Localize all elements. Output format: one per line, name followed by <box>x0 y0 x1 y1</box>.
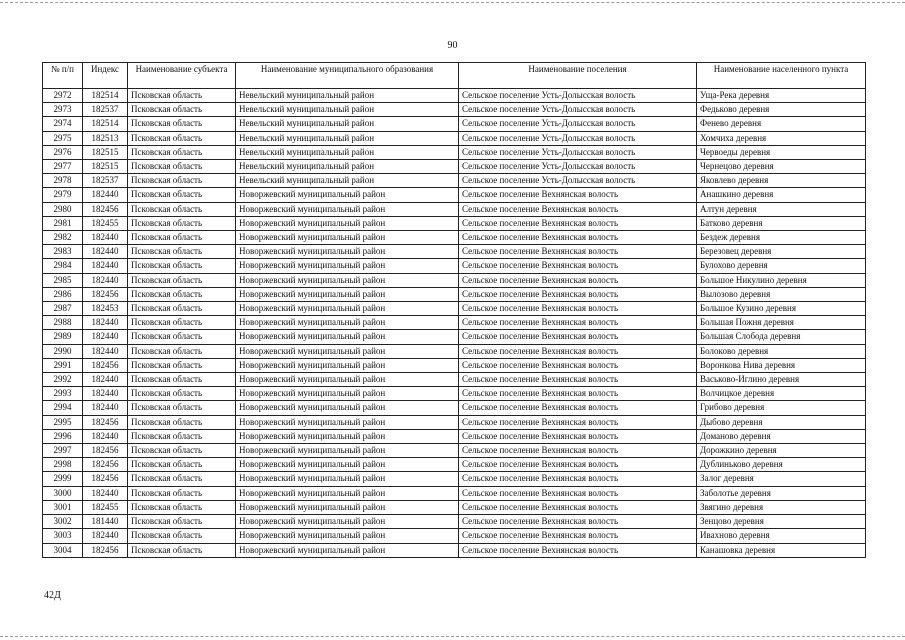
header-number: № п/п <box>43 63 83 89</box>
cell-locality: Чернецово деревня <box>697 160 866 174</box>
table-row <box>43 216 866 230</box>
cell-municipality: Новоржевский муниципальный район <box>236 358 459 372</box>
cell-index: 182440 <box>83 188 128 202</box>
cell-locality: Анашкино деревня <box>697 188 866 202</box>
cell-locality: Большая Пожня деревня <box>697 316 866 330</box>
cell-settlement: Сельское поселение Вехнянская волость <box>459 387 697 401</box>
cell-municipality: Новоржевский муниципальный район <box>236 316 459 330</box>
cell-subject: Псковская область <box>128 515 236 529</box>
table-row <box>43 103 866 117</box>
cell-index: 182440 <box>83 259 128 273</box>
cell-number: 2972 <box>43 89 83 103</box>
cell-settlement: Сельское поселение Вехнянская волость <box>459 415 697 429</box>
cell-number: 2976 <box>43 145 83 159</box>
cell-municipality: Новоржевский муниципальный район <box>236 486 459 500</box>
cell-locality: Зенцово деревня <box>697 515 866 529</box>
cell-settlement: Сельское поселение Усть-Долысская волость <box>459 117 697 131</box>
cell-number: 2982 <box>43 231 83 245</box>
cell-locality: Дорожкино деревня <box>697 444 866 458</box>
cell-settlement: Сельское поселение Вехнянская волость <box>459 472 697 486</box>
cell-index: 182515 <box>83 160 128 174</box>
cell-locality: Федьково деревня <box>697 103 866 117</box>
table-row <box>43 387 866 401</box>
cell-settlement: Сельское поселение Вехнянская волость <box>459 429 697 443</box>
cell-index: 182456 <box>83 287 128 301</box>
cell-settlement: Сельское поселение Усть-Долысская волость <box>459 89 697 103</box>
cell-settlement: Сельское поселение Вехнянская волость <box>459 216 697 230</box>
cell-municipality: Новоржевский муниципальный район <box>236 259 459 273</box>
cell-municipality: Невельский муниципальный район <box>236 103 459 117</box>
cell-index: 182440 <box>83 330 128 344</box>
cell-number: 2975 <box>43 131 83 145</box>
table-row <box>43 500 866 514</box>
cell-subject: Псковская область <box>128 486 236 500</box>
cell-number: 2988 <box>43 316 83 330</box>
cell-locality: Дублиньково деревня <box>697 458 866 472</box>
table-row <box>43 458 866 472</box>
cell-subject: Псковская область <box>128 131 236 145</box>
table-row <box>43 330 866 344</box>
cell-index: 182440 <box>83 486 128 500</box>
cell-number: 2985 <box>43 273 83 287</box>
cell-municipality: Новоржевский муниципальный район <box>236 231 459 245</box>
cell-subject: Псковская область <box>128 145 236 159</box>
cell-index: 182440 <box>83 231 128 245</box>
cell-index: 182513 <box>83 131 128 145</box>
cell-municipality: Невельский муниципальный район <box>236 131 459 145</box>
table-row <box>43 543 866 557</box>
cell-settlement: Сельское поселение Усть-Долысская волость <box>459 145 697 159</box>
cell-number: 3003 <box>43 529 83 543</box>
cell-municipality: Новоржевский муниципальный район <box>236 387 459 401</box>
table-row <box>43 273 866 287</box>
cell-subject: Псковская область <box>128 401 236 415</box>
cell-settlement: Сельское поселение Вехнянская волость <box>459 543 697 557</box>
cell-locality: Воронкова Нива деревня <box>697 358 866 372</box>
cell-subject: Псковская область <box>128 188 236 202</box>
cell-number: 2984 <box>43 259 83 273</box>
table-row <box>43 472 866 486</box>
cell-index: 182440 <box>83 273 128 287</box>
cell-subject: Псковская область <box>128 117 236 131</box>
cell-settlement: Сельское поселение Вехнянская волость <box>459 330 697 344</box>
cell-locality: Батково деревня <box>697 216 866 230</box>
cell-number: 2977 <box>43 160 83 174</box>
cell-settlement: Сельское поселение Вехнянская волость <box>459 500 697 514</box>
cell-subject: Псковская область <box>128 231 236 245</box>
cell-settlement: Сельское поселение Вехнянская волость <box>459 259 697 273</box>
cell-subject: Псковская область <box>128 358 236 372</box>
cell-index: 181440 <box>83 515 128 529</box>
table-row <box>43 316 866 330</box>
cell-index: 182537 <box>83 103 128 117</box>
cell-subject: Псковская область <box>128 216 236 230</box>
cell-number: 2974 <box>43 117 83 131</box>
cell-number: 2994 <box>43 401 83 415</box>
cell-subject: Псковская область <box>128 529 236 543</box>
cell-subject: Псковская область <box>128 302 236 316</box>
cell-settlement: Сельское поселение Вехнянская волость <box>459 202 697 216</box>
cell-number: 3004 <box>43 543 83 557</box>
cell-municipality: Невельский муниципальный район <box>236 174 459 188</box>
cell-municipality: Новоржевский муниципальный район <box>236 287 459 301</box>
cell-municipality: Новоржевский муниципальный район <box>236 245 459 259</box>
cell-number: 3000 <box>43 486 83 500</box>
cell-locality: Березовец деревня <box>697 245 866 259</box>
cell-number: 2999 <box>43 472 83 486</box>
footer-code: 42Д <box>44 590 61 601</box>
cell-municipality: Новоржевский муниципальный район <box>236 273 459 287</box>
cell-municipality: Новоржевский муниципальный район <box>236 543 459 557</box>
header-municipality: Наименование муниципального образования <box>236 63 459 89</box>
cell-locality: Грибово деревня <box>697 401 866 415</box>
cell-index: 182537 <box>83 174 128 188</box>
cell-subject: Псковская область <box>128 273 236 287</box>
table-row <box>43 259 866 273</box>
cell-index: 182455 <box>83 500 128 514</box>
header-subject: Наименование субъекта <box>128 63 236 89</box>
cell-number: 2995 <box>43 415 83 429</box>
cell-subject: Псковская область <box>128 344 236 358</box>
cell-municipality: Новоржевский муниципальный район <box>236 188 459 202</box>
header-settlement: Наименование поселения <box>459 63 697 89</box>
table-body <box>43 89 866 558</box>
table-header <box>43 63 866 89</box>
cell-settlement: Сельское поселение Вехнянская волость <box>459 515 697 529</box>
cell-locality: Волчицкое деревня <box>697 387 866 401</box>
cell-municipality: Новоржевский муниципальный район <box>236 472 459 486</box>
table-row <box>43 401 866 415</box>
cell-number: 2997 <box>43 444 83 458</box>
cell-settlement: Сельское поселение Усть-Долысская волость <box>459 103 697 117</box>
cell-subject: Псковская область <box>128 245 236 259</box>
cell-index: 182456 <box>83 358 128 372</box>
cell-settlement: Сельское поселение Вехнянская волость <box>459 273 697 287</box>
table-row <box>43 344 866 358</box>
cell-locality: Фенево деревня <box>697 117 866 131</box>
table-row <box>43 188 866 202</box>
cell-municipality: Новоржевский муниципальный район <box>236 458 459 472</box>
cell-subject: Псковская область <box>128 500 236 514</box>
cell-subject: Псковская область <box>128 387 236 401</box>
cell-index: 182440 <box>83 373 128 387</box>
cell-locality: Залог деревня <box>697 472 866 486</box>
cell-locality: Большое Кузино деревня <box>697 302 866 316</box>
cell-index: 182514 <box>83 117 128 131</box>
cell-number: 2983 <box>43 245 83 259</box>
cell-number: 2998 <box>43 458 83 472</box>
cell-municipality: Новоржевский муниципальный район <box>236 216 459 230</box>
cell-locality: Васьково-Иглино деревня <box>697 373 866 387</box>
scan-edge-bottom <box>0 636 905 637</box>
cell-index: 182440 <box>83 316 128 330</box>
cell-number: 3001 <box>43 500 83 514</box>
table-row <box>43 174 866 188</box>
cell-locality: Звягино деревня <box>697 500 866 514</box>
table-row <box>43 444 866 458</box>
cell-settlement: Сельское поселение Вехнянская волость <box>459 231 697 245</box>
page-number: 90 <box>447 40 458 51</box>
cell-subject: Псковская область <box>128 543 236 557</box>
cell-index: 182455 <box>83 216 128 230</box>
table-row <box>43 202 866 216</box>
header-locality: Наименование населенного пункта <box>697 63 866 89</box>
cell-locality: Яковлево деревня <box>697 174 866 188</box>
cell-locality: Булохово деревня <box>697 259 866 273</box>
cell-locality: Болоково деревня <box>697 344 866 358</box>
cell-settlement: Сельское поселение Вехнянская волость <box>459 245 697 259</box>
cell-number: 2989 <box>43 330 83 344</box>
cell-settlement: Сельское поселение Вехнянская волость <box>459 486 697 500</box>
table-row <box>43 117 866 131</box>
cell-municipality: Новоржевский муниципальный район <box>236 444 459 458</box>
cell-locality: Червоеды деревня <box>697 145 866 159</box>
cell-number: 2996 <box>43 429 83 443</box>
cell-settlement: Сельское поселение Усть-Долысская волость <box>459 131 697 145</box>
cell-subject: Псковская область <box>128 415 236 429</box>
cell-number: 2991 <box>43 358 83 372</box>
cell-settlement: Сельское поселение Усть-Долысская волость <box>459 160 697 174</box>
cell-locality: Хомчиха деревня <box>697 131 866 145</box>
cell-number: 2980 <box>43 202 83 216</box>
cell-settlement: Сельское поселение Вехнянская волость <box>459 444 697 458</box>
cell-number: 2987 <box>43 302 83 316</box>
cell-subject: Псковская область <box>128 202 236 216</box>
cell-index: 182515 <box>83 145 128 159</box>
cell-index: 182440 <box>83 429 128 443</box>
cell-settlement: Сельское поселение Вехнянская волость <box>459 287 697 301</box>
table-row <box>43 429 866 443</box>
cell-municipality: Новоржевский муниципальный район <box>236 529 459 543</box>
cell-locality: Бездеж деревня <box>697 231 866 245</box>
cell-subject: Псковская область <box>128 472 236 486</box>
cell-subject: Псковская область <box>128 444 236 458</box>
cell-number: 2979 <box>43 188 83 202</box>
cell-index: 182456 <box>83 472 128 486</box>
cell-municipality: Новоржевский муниципальный район <box>236 373 459 387</box>
cell-settlement: Сельское поселение Вехнянская волость <box>459 458 697 472</box>
cell-number: 2973 <box>43 103 83 117</box>
cell-municipality: Новоржевский муниципальный район <box>236 401 459 415</box>
cell-municipality: Новоржевский муниципальный район <box>236 500 459 514</box>
cell-subject: Псковская область <box>128 89 236 103</box>
cell-index: 182514 <box>83 89 128 103</box>
table-row <box>43 515 866 529</box>
table-row <box>43 89 866 103</box>
cell-index: 182440 <box>83 401 128 415</box>
cell-municipality: Новоржевский муниципальный район <box>236 302 459 316</box>
cell-locality: Большое Никулино деревня <box>697 273 866 287</box>
table-row <box>43 145 866 159</box>
cell-settlement: Сельское поселение Вехнянская волость <box>459 302 697 316</box>
cell-number: 2981 <box>43 216 83 230</box>
cell-subject: Псковская область <box>128 429 236 443</box>
cell-index: 182440 <box>83 344 128 358</box>
cell-municipality: Невельский муниципальный район <box>236 145 459 159</box>
table-row <box>43 160 866 174</box>
cell-locality: Большая Слобода деревня <box>697 330 866 344</box>
table-row <box>43 486 866 500</box>
cell-locality: Алтун деревня <box>697 202 866 216</box>
table-row <box>43 287 866 301</box>
cell-subject: Псковская область <box>128 458 236 472</box>
cell-municipality: Невельский муниципальный район <box>236 89 459 103</box>
table-row <box>43 131 866 145</box>
table-row <box>43 231 866 245</box>
cell-settlement: Сельское поселение Вехнянская волость <box>459 401 697 415</box>
cell-settlement: Сельское поселение Вехнянская волость <box>459 373 697 387</box>
table-row <box>43 302 866 316</box>
cell-municipality: Новоржевский муниципальный район <box>236 515 459 529</box>
cell-index: 182440 <box>83 529 128 543</box>
cell-settlement: Сельское поселение Вехнянская волость <box>459 358 697 372</box>
cell-index: 182440 <box>83 387 128 401</box>
cell-locality: Вылозово деревня <box>697 287 866 301</box>
cell-locality: Доманово деревня <box>697 429 866 443</box>
cell-number: 2990 <box>43 344 83 358</box>
table-row <box>43 373 866 387</box>
cell-locality: Канашовка деревня <box>697 543 866 557</box>
cell-subject: Псковская область <box>128 103 236 117</box>
cell-number: 2993 <box>43 387 83 401</box>
scan-edge-top <box>0 2 905 3</box>
cell-subject: Псковская область <box>128 330 236 344</box>
cell-subject: Псковская область <box>128 259 236 273</box>
cell-number: 2978 <box>43 174 83 188</box>
table-row <box>43 245 866 259</box>
cell-settlement: Сельское поселение Вехнянская волость <box>459 316 697 330</box>
cell-municipality: Невельский муниципальный район <box>236 160 459 174</box>
cell-number: 3002 <box>43 515 83 529</box>
cell-index: 182456 <box>83 415 128 429</box>
cell-subject: Псковская область <box>128 160 236 174</box>
cell-subject: Псковская область <box>128 174 236 188</box>
cell-index: 182456 <box>83 202 128 216</box>
cell-municipality: Новоржевский муниципальный район <box>236 344 459 358</box>
table-row <box>43 415 866 429</box>
table-row <box>43 358 866 372</box>
cell-locality: Дыбово деревня <box>697 415 866 429</box>
cell-subject: Псковская область <box>128 373 236 387</box>
header-row <box>43 63 866 89</box>
cell-index: 182456 <box>83 444 128 458</box>
cell-settlement: Сельское поселение Вехнянская волость <box>459 188 697 202</box>
cell-settlement: Сельское поселение Вехнянская волость <box>459 529 697 543</box>
cell-municipality: Невельский муниципальный район <box>236 117 459 131</box>
cell-municipality: Новоржевский муниципальный район <box>236 330 459 344</box>
cell-locality: Заболотье деревня <box>697 486 866 500</box>
cell-municipality: Новоржевский муниципальный район <box>236 415 459 429</box>
header-index: Индекс <box>83 63 128 89</box>
table-row <box>43 529 866 543</box>
cell-index: 182456 <box>83 543 128 557</box>
settlements-table <box>42 62 866 558</box>
cell-index: 182456 <box>83 458 128 472</box>
cell-settlement: Сельское поселение Вехнянская волость <box>459 344 697 358</box>
cell-locality: Уща-Река деревня <box>697 89 866 103</box>
cell-locality: Ивахново деревня <box>697 529 866 543</box>
cell-subject: Псковская область <box>128 316 236 330</box>
cell-settlement: Сельское поселение Усть-Долысская волость <box>459 174 697 188</box>
cell-municipality: Новоржевский муниципальный район <box>236 429 459 443</box>
cell-municipality: Новоржевский муниципальный район <box>236 202 459 216</box>
cell-number: 2986 <box>43 287 83 301</box>
cell-index: 182453 <box>83 302 128 316</box>
cell-number: 2992 <box>43 373 83 387</box>
cell-subject: Псковская область <box>128 287 236 301</box>
cell-index: 182440 <box>83 245 128 259</box>
